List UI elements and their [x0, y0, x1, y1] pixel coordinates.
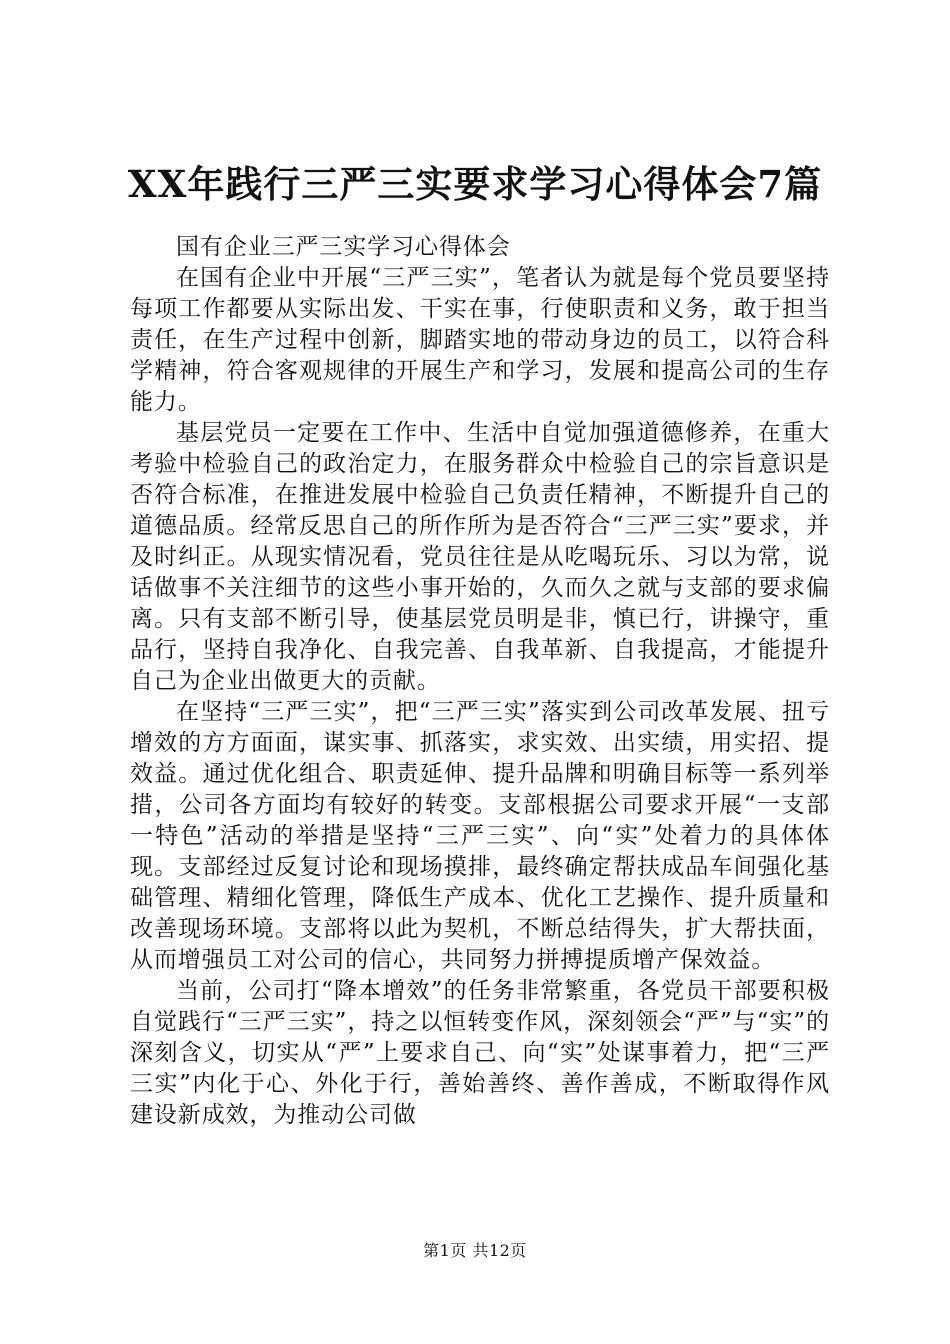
document-title: XX年践行三严三实要求学习心得体会7篇	[127, 162, 823, 206]
page-number-footer: 第1页 共12页	[423, 1241, 527, 1260]
paragraph-subtitle: 国有企业三严三实学习心得体会	[176, 234, 511, 260]
document-body	[130, 232, 830, 1131]
paragraph: 当前，公司打“降本增效”的任务非常繁重，各党员干部要积极自觉践行“三严三实”，持之以恒转变作风，深刻领会“严”与“实”的深刻含义，切实从“严”上要求自己、向“实”处谋事着力，把“三严三实”内化于心、外化于行，善始善终、善作善成，不断取得作风建设新成效，为推动公司做	[130, 978, 830, 1128]
paragraph: 基层党员一定要在工作中、生活中自觉加强道德修养，在重大考验中检验自己的政治定力，在服务群众中检验自己的宗旨意识是否符合标准，在推进发展中检验自己负责任精神，不断提升自己的道德品质。经常反思自己的所作所为是否符合“三严三实”要求，并及时纠正。从现实情况看，党员往往是从吃喝玩乐、习以为常，说话做事不关注细节的这些小事开始的，久而久之就与支部的要求偏离。只有支部不断引导，使基层党员明是非，慎已行，讲操守，重品行，坚持自我净化、自我完善、自我革新、自我提高，才能提升自己为企业出做更大的贡献。	[130, 420, 830, 694]
paragraph: 在国有企业中开展“三严三实”，笔者认为就是每个党员要坚持每项工作都要从实际出发、干实在事，行使职责和义务，敢于担当责任，在生产过程中创新，脚踏实地的带动身边的员工，以符合科学精神，符合客观规律的开展生产和学习，发展和提高公司的生存能力。	[130, 265, 830, 415]
paragraph: 在坚持“三严三实”，把“三严三实”落实到公司改革发展、扭亏增效的方方面面，谋实事、抓落实，求实效、出实绩，用实招、提效益。通过优化组合、职责延伸、提升品牌和明确目标等一系列举措，公司各方面均有较好的转变。支部根据公司要求开展“一支部一特色”活动的举措是坚持“三严三实”、向“实”处着力的具体体现。支部经过反复讨论和现场摸排，最终确定帮扶成品车间强化基础管理、精细化管理，降低生产成本、优化工艺操作、提升质量和改善现场环境。支部将以此为契机，不断总结得失，扩大帮扶面，从而增强员工对公司的信心，共同努力拼搏提质增产保效益。	[130, 699, 830, 973]
